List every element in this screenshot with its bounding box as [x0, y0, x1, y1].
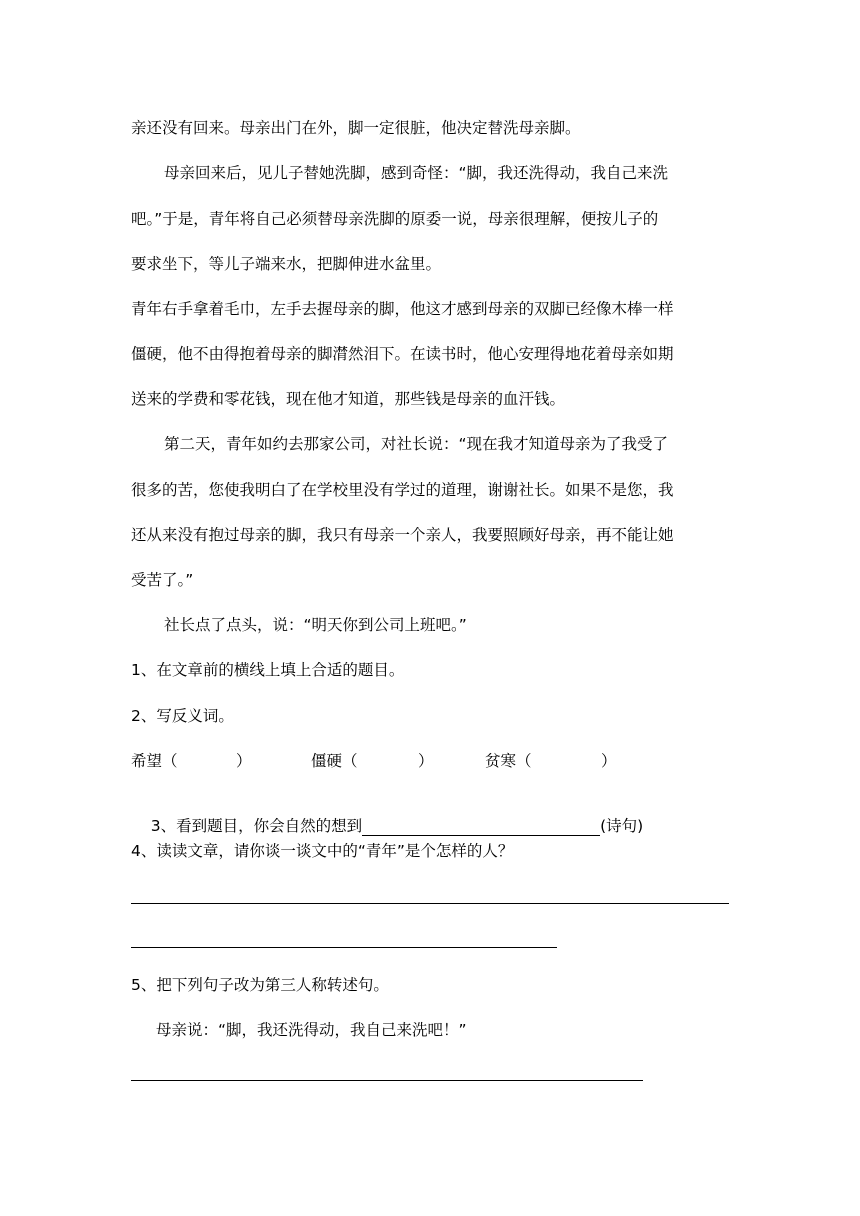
story-line: 要求坐下，等儿子端来水，把脚伸进水盆里。 [131, 255, 442, 273]
answer-blank[interactable] [362, 817, 600, 836]
story-line: 母亲回来后，见儿子替她洗脚，感到奇怪：“脚，我还洗得动，我自己来洗 [164, 164, 669, 182]
question-1: 1、在文章前的横线上填上合适的题目。 [131, 661, 405, 679]
story-line: 僵硬，他不由得抱着母亲的脚潸然泪下。在读书时，他心安理得地花着母亲如期 [131, 345, 674, 363]
antonym-label-2: 僵硬（ [311, 752, 358, 770]
quote-sentence: 母亲说：“脚，我还洗得动，我自己来洗吧！” [156, 1021, 467, 1039]
story-line: 亲还没有回来。母亲出门在外，脚一定很脏，他决定替洗母亲脚。 [131, 119, 581, 137]
question-2: 2、写反义词。 [131, 707, 234, 725]
story-line: 受苦了。” [131, 571, 194, 589]
story-line: 青年右手拿着毛巾，左手去握母亲的脚，他这才感到母亲的双脚已经像木棒一样 [131, 300, 674, 318]
antonym-close-paren: ） [418, 752, 434, 770]
answer-line[interactable] [131, 1080, 643, 1081]
antonym-label-1: 希望（ [131, 752, 178, 770]
antonym-close-paren: ） [601, 752, 617, 770]
antonym-label-3: 贫寒（ [485, 752, 532, 770]
question-3 [131, 796, 644, 835]
story-line: 很多的苦，您使我明白了在学校里没有学过的道理，谢谢社长。如果不是您，我 [131, 481, 674, 499]
question-3-suffix: (诗句) [600, 817, 644, 835]
story-line: 社长点了点头，说：“明天你到公司上班吧。” [164, 616, 467, 634]
answer-line[interactable] [131, 947, 557, 948]
story-line: 还从来没有抱过母亲的脚，我只有母亲一个亲人，我要照顾好母亲，再不能让她 [131, 526, 674, 544]
answer-line[interactable] [131, 903, 729, 904]
question-4: 4、读读文章，请你谈一谈文中的“青年”是个怎样的人？ [131, 842, 514, 860]
question-5: 5、把下列句子改为第三人称转述句。 [131, 976, 389, 994]
story-line: 吧。”于是，青年将自己必须替母亲洗脚的原委一说，母亲很理解，便按儿子的 [131, 210, 659, 228]
story-line: 第二天，青年如约去那家公司，对社长说：“现在我才知道母亲为了我受了 [164, 435, 669, 453]
antonym-close-paren: ） [236, 752, 252, 770]
question-3-text: 3、看到题目，你会自然的想到 [150, 817, 363, 835]
story-line: 送来的学费和零花钱，现在他才知道，那些钱是母亲的血汗钱。 [131, 390, 566, 408]
